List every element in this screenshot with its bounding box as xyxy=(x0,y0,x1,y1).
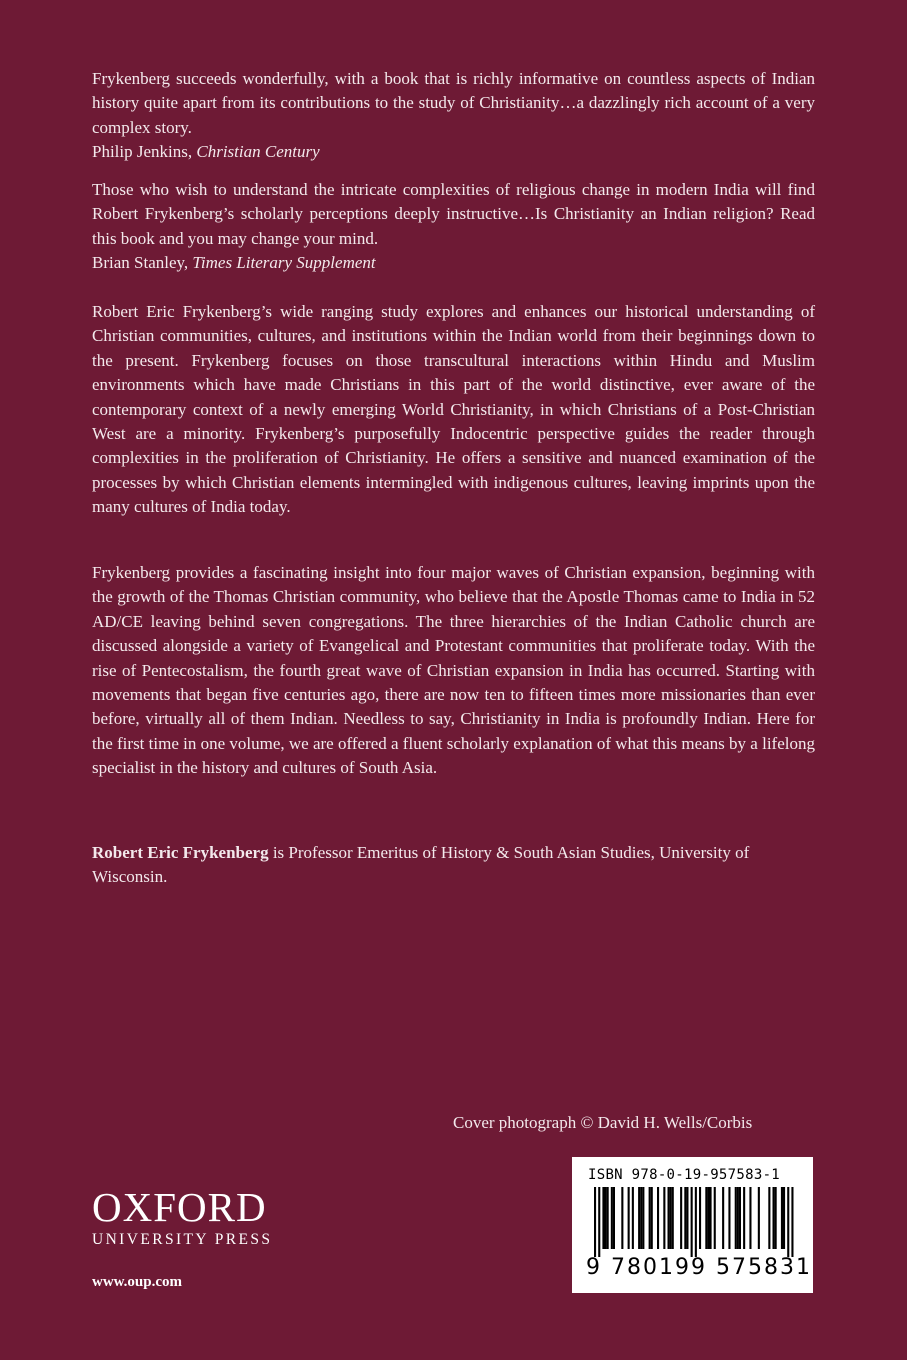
review-quote-2-attribution xyxy=(92,251,815,275)
barcode-bar xyxy=(613,1187,615,1249)
publisher-name: OXFORD xyxy=(92,1184,267,1230)
barcode-bar xyxy=(649,1187,651,1249)
barcode-bar xyxy=(642,1187,644,1249)
barcode-bar xyxy=(607,1187,609,1249)
barcode-bar xyxy=(699,1187,701,1249)
review-quote-1-source: Christian Century xyxy=(196,142,320,162)
description-paragraph-1 xyxy=(92,300,815,520)
barcode-bar xyxy=(605,1187,607,1249)
review-quote-1-author: Philip Jenkins, xyxy=(92,142,193,162)
barcode-bar xyxy=(632,1187,634,1249)
barcode-guard-bar xyxy=(695,1187,697,1257)
barcode-guard-bar xyxy=(791,1187,793,1257)
barcode-bar xyxy=(638,1187,640,1249)
barcode-digits: 9 780199 575831 xyxy=(586,1255,812,1280)
description-paragraph-1-text: Robert Eric Frykenberg’s wide ranging study explores and enhances our historical understanding of Christian communities, cultures, and institutions within the Indian world from their beginnings down to the present. Frykenberg focuses on those transcultural interactions within Hindu and Muslim environments which have made Christians in this part of the world distinctive, ever aware of the contemporary context of a newly emerging World Christianity, in which Christians of a Post-Christian West are a minority. Frykenberg’s purposefully Indocentric perspective guides the reader through complexities in the proliferation of Christianity. He offers a sensitive and nuanced examination of the processes by which Christian elements intermingled with indigenous cultures, leaving imprints upon the many cultures of India today. xyxy=(92,302,815,517)
barcode-bar xyxy=(743,1187,745,1249)
barcode-guard-bar xyxy=(594,1187,596,1257)
barcode-bar xyxy=(651,1187,653,1249)
isbn-label: ISBN 978-0-19-957583-1 xyxy=(588,1167,781,1183)
description-paragraph-2 xyxy=(92,561,815,781)
barcode-guard-bar xyxy=(787,1187,789,1257)
publisher-subtitle: UNIVERSITY PRESS xyxy=(92,1231,273,1248)
barcode-bar xyxy=(611,1187,613,1249)
barcode-bar xyxy=(758,1187,760,1249)
barcode-bar xyxy=(628,1187,630,1249)
review-quote-2-text: Those who wish to understand the intricate complexities of religious change in modern India will find Robert Frykenberg’s scholarly perceptions deeply instructive…Is Christianity an Indian religion? Read this book and you may change your mind. xyxy=(92,180,815,248)
oxford-logo xyxy=(92,1185,302,1249)
barcode-bar xyxy=(783,1187,785,1249)
barcode-bar xyxy=(672,1187,674,1249)
author-bio-text xyxy=(92,841,815,890)
barcode-bar xyxy=(657,1187,659,1249)
author-bio xyxy=(92,841,815,890)
barcode-bar xyxy=(710,1187,712,1249)
barcode-bar xyxy=(621,1187,623,1249)
barcode-guard-bar xyxy=(598,1187,600,1257)
barcode-bars xyxy=(580,1187,805,1257)
barcode-bar xyxy=(768,1187,770,1249)
barcode-bar xyxy=(739,1187,741,1249)
barcode-bar xyxy=(705,1187,707,1249)
review-quote-1-attribution xyxy=(92,140,815,164)
review-quote-2-author: Brian Stanley, xyxy=(92,253,189,273)
author-name: Robert Eric Frykenberg xyxy=(92,843,269,862)
author-bio-details: is Professor Emeritus of History & South Asian Studies, University of Wisconsin. xyxy=(92,843,750,887)
barcode-bar xyxy=(749,1187,751,1249)
publisher-url[interactable]: www.oup.com xyxy=(92,1274,183,1290)
barcode-bar xyxy=(735,1187,737,1249)
barcode-bar xyxy=(737,1187,739,1249)
barcode-bar xyxy=(686,1187,688,1249)
barcode-bar xyxy=(728,1187,730,1249)
barcode-bar xyxy=(670,1187,672,1249)
description-paragraph-2-text: Frykenberg provides a fascinating insight into four major waves of Christian expansion, beginning with the growth of the Thomas Christian community, who believe that the Apostle Thomas came to India in 52 AD/CE leaving behind seven congregations. The three hierarchies of the Indian Catholic church are discussed alongside a variety of Evangelical and Protestant communities that proliferate today. With the rise of Pentecostalism, the fourth great wave of Christian expansion in India has occurred. Starting with movements that began five centuries ago, there are now ten to fifteen times more missionaries than ever before, virtually all of them Indian. Needless to say, Christianity in India is profoundly Indian. Here for the first time in one volume, we are offered a fluent scholarly explanation of what this means by a lifelong specialist in the history and cultures of South Asia. xyxy=(92,563,815,778)
barcode-bar xyxy=(668,1187,670,1249)
barcode-guard-bar xyxy=(691,1187,693,1257)
barcode-bar xyxy=(684,1187,686,1249)
barcode-bar xyxy=(663,1187,665,1249)
review-quote-1-text: Frykenberg succeeds wonderfully, with a book that is richly informative on countless aspects of Indian history quite apart from its contributions to the study of Christianity…a dazzlingly rich account of a very complex story. xyxy=(92,69,815,137)
barcode-bar xyxy=(722,1187,724,1249)
barcode-bar xyxy=(602,1187,604,1249)
review-quote-2-source: Times Literary Supplement xyxy=(192,253,376,273)
barcode-bar xyxy=(707,1187,709,1249)
barcode-bar xyxy=(680,1187,682,1249)
review-quote-2 xyxy=(92,178,815,276)
review-quote-1 xyxy=(92,67,815,165)
cover-photo-credit: Cover photograph © David H. Wells/Corbis xyxy=(453,1113,753,1132)
barcode-bar xyxy=(775,1187,777,1249)
barcode-bar xyxy=(714,1187,716,1249)
barcode-bar xyxy=(781,1187,783,1249)
barcode-bar xyxy=(773,1187,775,1249)
isbn-barcode xyxy=(572,1157,813,1293)
barcode-bar xyxy=(640,1187,642,1249)
